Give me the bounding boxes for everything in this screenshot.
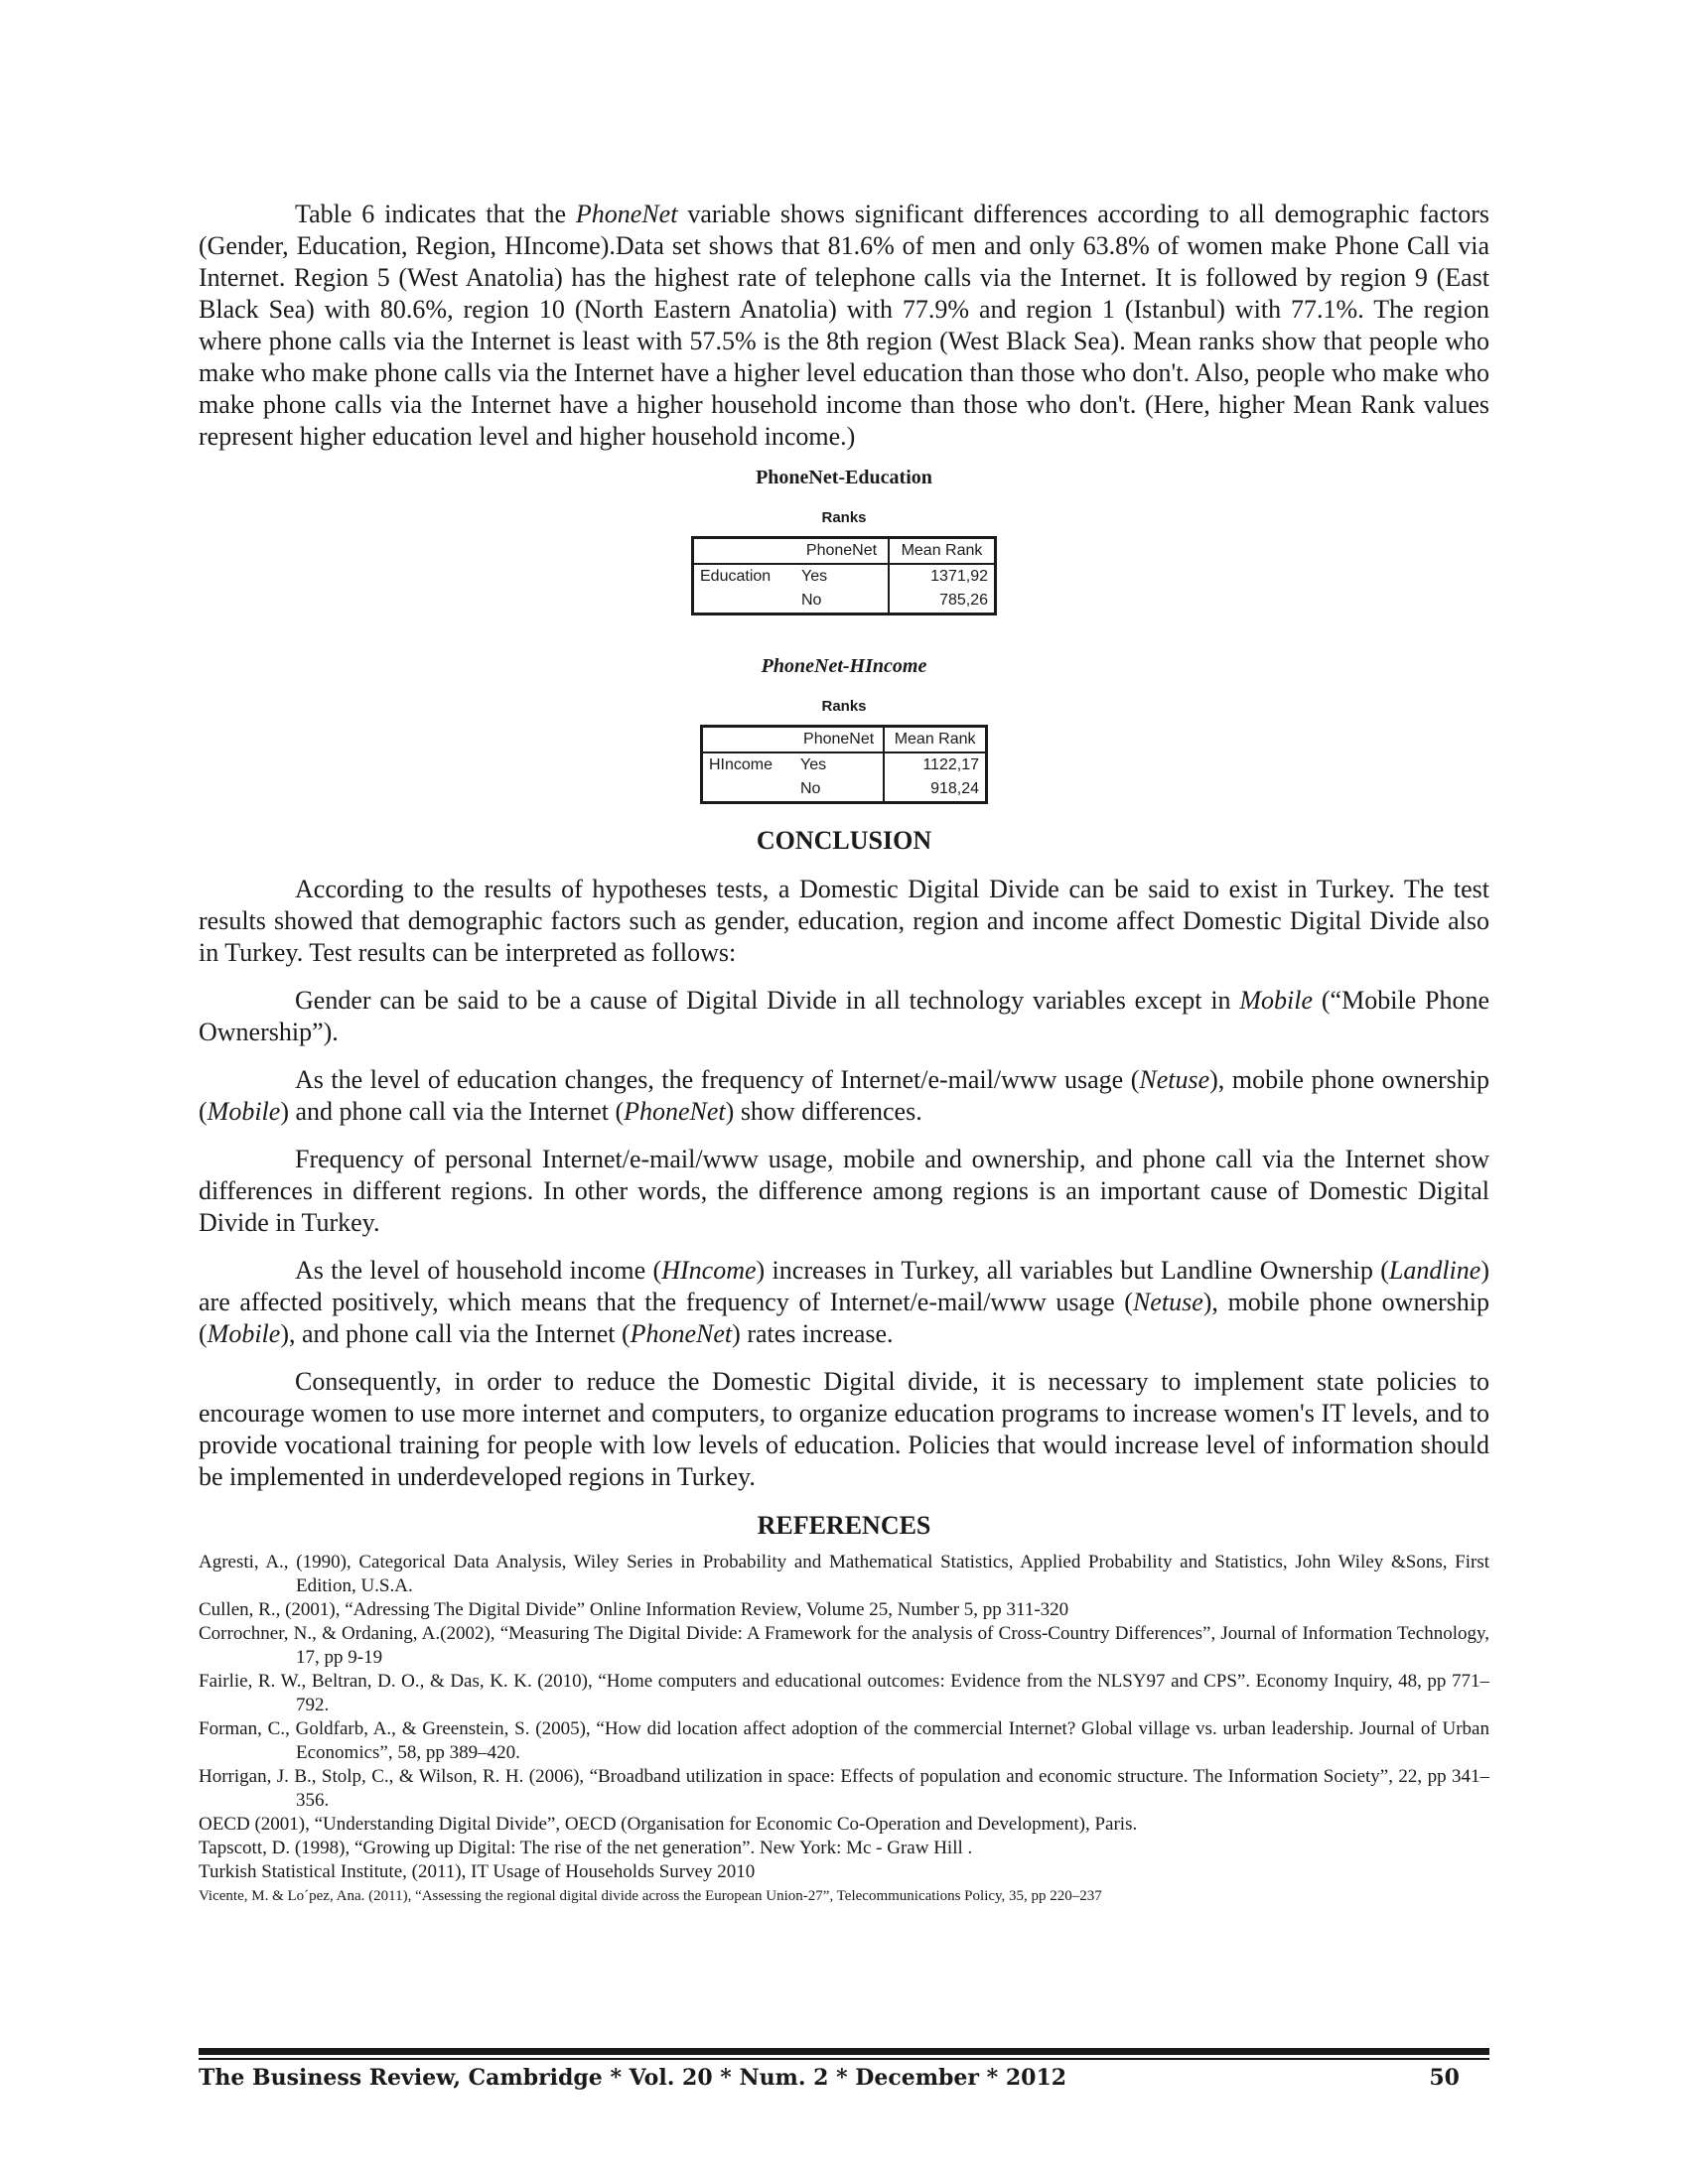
intro-text-2: variable shows significant differences according to all demographic factors (Gender, Education, Region, HIncome).Data set shows that 81.6% of men and only 63.8% of women make Phone Call via Internet. Region 5 (West Anatolia) has the highest rate of telephone calls via the Internet. It is followed by region 9 (East Black Sea) with 80.6%, region 10 (North Eastern Anatolia) with 77.9% and region 1 (Istanbul) with 77.1%. The region where phone calls via the Internet is least with 57.5% is the 8th region (West Black Sea). Mean ranks show that people who make who make phone calls via the Internet have a higher level education than those who don't. Also, people who make who make phone calls via the Internet have a higher household income than those who don't. (Here, higher Mean Rank values represent higher education level and higher household income.) — [199, 200, 1489, 451]
conclusion-paragraph-6: Consequently, in order to reduce the Domestic Digital divide, it is necessary to implement state policies to encourage women to use more internet and computers, to organize education programs to increase women's IT levels, and to provide vocational training for people with low levels of education. Policies that would increase level of information should be implemented in underdeveloped regions in Turkey. — [199, 1367, 1489, 1491]
table-cell: No — [800, 780, 821, 797]
c5-em: PhoneNet — [630, 1319, 733, 1348]
page-footer — [199, 2065, 1460, 2091]
footer-journal: The Business Review, Cambridge * Vol. 20 * Num. 2 * December * 2012 — [199, 2065, 1067, 2091]
conclusion-paragraph-1: According to the results of hypotheses tests, a Domestic Digital Divide can be said to exist in Turkey. The test results showed that demographic factors such as gender, education, region and income affect Domestic Digital Divide also in Turkey. Test results can be interpreted as follows: — [199, 875, 1489, 967]
reference-item: Fairlie, R. W., Beltran, D. O., & Das, K. K. (2010), “Home computers and educational outcomes: Evidence from the NLSY97 and CPS”. Economy Inquiry, 48, pp 771–792. — [199, 1671, 1489, 1715]
table-hincome-caption: PhoneNet-HIncome — [761, 655, 927, 677]
conclusion-paragraph-5 — [199, 1255, 1489, 1350]
table-hincome — [700, 725, 988, 804]
table-row — [702, 727, 987, 753]
c5-em: Landline — [1388, 1256, 1481, 1285]
c2-text-end: (“Mobile Phone Ownership”). — [199, 986, 1490, 1046]
c3-text: ), mobile phone ownership ( — [199, 1065, 1489, 1126]
c5-em: Mobile — [207, 1319, 281, 1348]
c5-text: ) are affected positively, which means that the frequency of Internet/e-mail/www usage ( — [199, 1256, 1489, 1316]
table-cell: 918,24 — [884, 777, 986, 803]
table-cell: Yes — [800, 756, 827, 773]
table-cell — [702, 727, 795, 753]
c5-text: As the level of household income ( — [295, 1256, 662, 1285]
page-body — [199, 199, 1489, 1908]
reference-item: Vicente, M. & Lo´pez, Ana. (2011), “Assessing the regional digital divide across the European Union-27”, Telecommunications Policy, 35, pp 220–237 — [199, 1888, 1102, 1904]
c3-text: As the level of education changes, the frequency of Internet/e-mail/www usage ( — [295, 1065, 1140, 1094]
c5-em: HIncome — [661, 1256, 757, 1285]
footer-rule-thick — [199, 2048, 1489, 2055]
table-education — [691, 536, 997, 615]
table-cell: 1371,92 — [889, 564, 996, 589]
reference-item: Turkish Statistical Institute, (2011), IT Usage of Households Survey 2010 — [199, 1861, 756, 1882]
c5-text: ), mobile phone ownership ( — [199, 1288, 1489, 1348]
c3-text: ) show differences. — [725, 1097, 922, 1126]
table-row — [702, 777, 987, 803]
reference-item: Forman, C., Goldfarb, A., & Greenstein, S. (2005), “How did location affect adoption of the commercial Internet? Global village vs. urban leadership. Journal of Urban Economics”, 58, pp 389–420. — [199, 1718, 1489, 1763]
reference-item: Cullen, R., (2001), “Adressing The Digital Divide” Online Information Review, Volume 25, Number 5, pp 311-320 — [199, 1599, 1069, 1620]
c3-em: Mobile — [207, 1097, 281, 1126]
c5-em: Netuse — [1132, 1288, 1203, 1316]
references-list — [199, 1551, 1489, 1908]
table-cell: No — [801, 592, 822, 609]
c2-text: Gender can be said to be a cause of Digital Divide in all technology variables except in — [295, 986, 1240, 1015]
table-education-title: Ranks — [821, 509, 867, 526]
intro-phonenet-em: PhoneNet — [575, 200, 678, 228]
c3-em: PhoneNet — [624, 1097, 726, 1126]
reference-item: Corrochner, N., & Ordaning, A.(2002), “Measuring The Digital Divide: A Framework for the analysis of Cross-Country Differences”, Journal of Information Technology, 17, pp 9-19 — [199, 1623, 1489, 1668]
table-cell: Education — [700, 568, 772, 585]
c3-text: ) and phone call via the Internet ( — [280, 1097, 625, 1126]
conclusion-paragraph-4: Frequency of personal Internet/e-mail/www usage, mobile and ownership, and phone call via the Internet show differences in different regions. In other words, the difference among regions is an important cause of Domestic Digital Divide in Turkey. — [199, 1145, 1489, 1237]
table-header: PhoneNet — [795, 538, 889, 565]
table-row — [693, 589, 996, 614]
reference-item: Horrigan, J. B., Stolp, C., & Wilson, R. H. (2006), “Broadband utilization in space: Effects of population and economic structure. The Information Society”, 22, pp 341–356. — [199, 1766, 1489, 1811]
table-cell — [693, 589, 796, 614]
c3-em: Netuse — [1139, 1065, 1210, 1094]
table-cell — [693, 538, 796, 565]
table-cell: Yes — [801, 568, 828, 585]
intro-text-1: Table 6 indicates that the — [295, 200, 576, 228]
conclusion-paragraph-2 — [199, 985, 1489, 1048]
table-education-caption: PhoneNet-Education — [756, 467, 932, 488]
page-number: 50 — [1429, 2065, 1460, 2091]
table-cell: HIncome — [709, 756, 774, 773]
table-cell — [702, 777, 795, 803]
c5-text: ) increases in Turkey, all variables but Landline Ownership ( — [756, 1256, 1389, 1285]
table-row — [693, 538, 996, 565]
reference-item: Agresti, A., (1990), Categorical Data Analysis, Wiley Series in Probability and Mathematical Statistics, Applied Probability and Statistics, John Wiley &Sons, First Edition, U.S.A. — [199, 1552, 1489, 1596]
reference-item: Tapscott, D. (1998), “Growing up Digital: The rise of the net generation”. New York: Mc - Graw Hill . — [199, 1838, 973, 1858]
table-hincome-title: Ranks — [821, 698, 867, 715]
table-header: PhoneNet — [794, 727, 884, 753]
table-cell: 785,26 — [889, 589, 996, 614]
reference-item: OECD (2001), “Understanding Digital Divide”, OECD (Organisation for Economic Co-Operation and Development), Paris. — [199, 1814, 1138, 1835]
table-row — [693, 564, 996, 589]
table-header: Mean Rank — [884, 727, 986, 753]
c5-text: ), and phone call via the Internet ( — [280, 1319, 631, 1348]
footer-rule-thin — [199, 2058, 1489, 2060]
table-cell: 1122,17 — [884, 752, 986, 777]
intro-paragraph — [199, 199, 1489, 453]
table-header: Mean Rank — [889, 538, 996, 565]
c2-em: Mobile — [1239, 986, 1314, 1015]
conclusion-heading: CONCLUSION — [756, 826, 932, 855]
table-row — [702, 752, 987, 777]
c5-text: ) rates increase. — [732, 1319, 894, 1348]
conclusion-paragraph-3 — [199, 1064, 1489, 1128]
references-heading: REFERENCES — [757, 1511, 931, 1540]
